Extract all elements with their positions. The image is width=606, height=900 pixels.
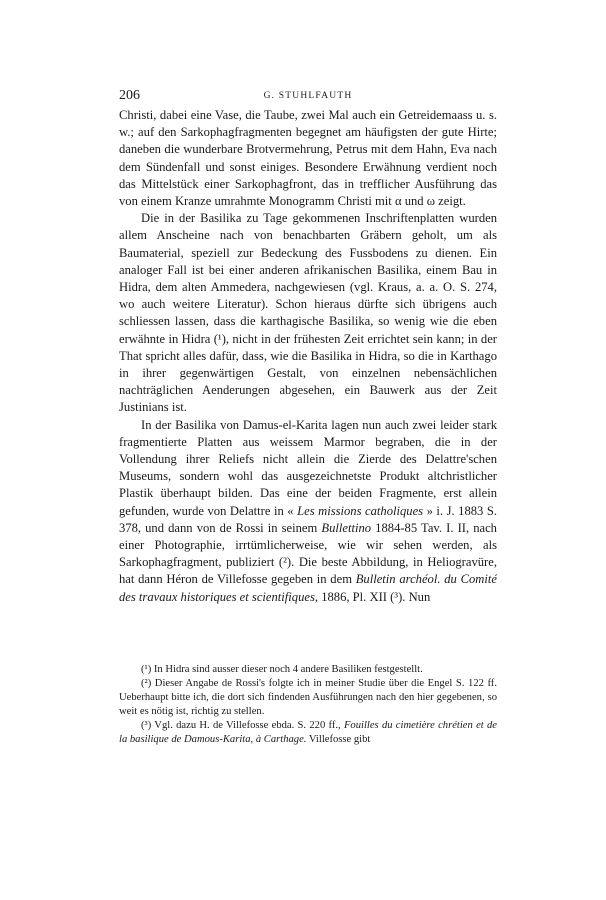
- paragraph-3-text-c: 1884-85 Tav. I. II, nach einer Photographie, irrtümlicherweise, wie wir sehen werden, als Sarkophagfragment, publiziert (²). Die beste Abbildung, in Heliogravüre, hat dann Héron de Villefosse gegeben in dem: [119, 520, 497, 587]
- footnote-3-text-b: Villefosse gibt: [308, 734, 371, 745]
- footnote-1: (¹) In Hidra sind ausser dieser noch 4 andere Basiliken festgestellt.: [141, 664, 423, 675]
- running-head: G. STUHLFAUTH: [263, 91, 353, 101]
- citation-fouilles: Fouilles du cimetière chrétien et de la basilique de Damous-Karita, à Carthage.: [119, 720, 497, 745]
- footnote-2: (²) Dieser Angabe de Rossi's folgte ich in meiner Studie über die Engel S. 122 ff. Ueberhaupt bitte ich, die dort sich findenden Ausführungen nach den hier gegebenen, so weit es nötig ist, richtig zu stellen.: [119, 678, 497, 717]
- footnote-3-text-a: (³) Vgl. dazu H. de Villefosse ebda. S. 220 ff.,: [141, 720, 341, 731]
- footnotes: [119, 663, 497, 747]
- citation-bulletin-archeol: Bulletin archéol. du Comité des travaux historiques et scientifiques,: [119, 572, 497, 604]
- page-header: [119, 88, 497, 104]
- citation-bullettino: Bullettino: [321, 520, 372, 535]
- body-text: [119, 107, 497, 606]
- paragraph-3-text-a: In der Basilika von Damus-el-Karita lagen nun auch zwei leider stark fragmentierte Platten aus weissem Marmor begraben, die in der Vollendung ihrer Reliefs nicht allein die Zierde des Delattre'schen Museums, sondern wohl das ausgezeichnetste Produkt altchristlicher Plastik überhaupt bilden. Das eine der beiden Fragmente, erst allein gefunden, wurde von Delattre in «: [119, 417, 497, 518]
- paragraph-3-text-b: » i. J. 1883 S. 378, und dann von de Rossi in seinem: [119, 503, 497, 535]
- citation-les-missions: Les missions catholiques: [297, 503, 424, 518]
- paragraph-2: Die in der Basilika zu Tage gekommenen Inschriftenplatten wurden allem Anscheine nach von benachbarten Gräbern geholt, um als Baumaterial, speziell zur Bedeckung des Fussbodens zu dienen. Ein analoger Fall ist bei einer anderen afrikanischen Basilika, einem Bau in Hidra, dem alten Ammedera, nachgewiesen (vgl. Kraus, a. a. O. S. 274, wo auch weitere Literatur). Schon hieraus dürfte sich übrigens auch schliessen lassen, dass die karthagische Basilika, so wenig wie die eben erwähnte in Hidra (¹), nicht in der frühesten Zeit errichtet sein kann; in der That spricht alles dafür, dass, wie die Basilika in Hidra, so die in Karthago in ihrer gegenwärtigen Gestalt, von einzelnen nebensächlichen nachträglichen Aenderungen abgesehen, ein Bauwerk aus der Zeit Justinians ist.: [119, 211, 497, 415]
- paragraph-3: [119, 417, 497, 606]
- paragraph-1: Christi, dabei eine Vase, die Taube, zwei Mal auch ein Getreidemaass u. s. w.; auf den Sarkophagfragmenten begegnet am häufigsten der gute Hirte; daneben die wunderbare Brotvermehrung, Petrus mit dem Hahn, Eva nach dem Sündenfall und sonst einiges. Besondere Erwähnung verdient noch das Mittelstück einer Sarkophagfront, das in trefflicher Ausführung das von einem Kranze umrahmte Monogramm Christi mit α und ω zeigt.: [119, 108, 497, 209]
- footnote-3: [119, 719, 497, 747]
- page-number: 206: [119, 88, 140, 103]
- paragraph-3-text-d: 1886, Pl. XII (³). Nun: [321, 589, 431, 604]
